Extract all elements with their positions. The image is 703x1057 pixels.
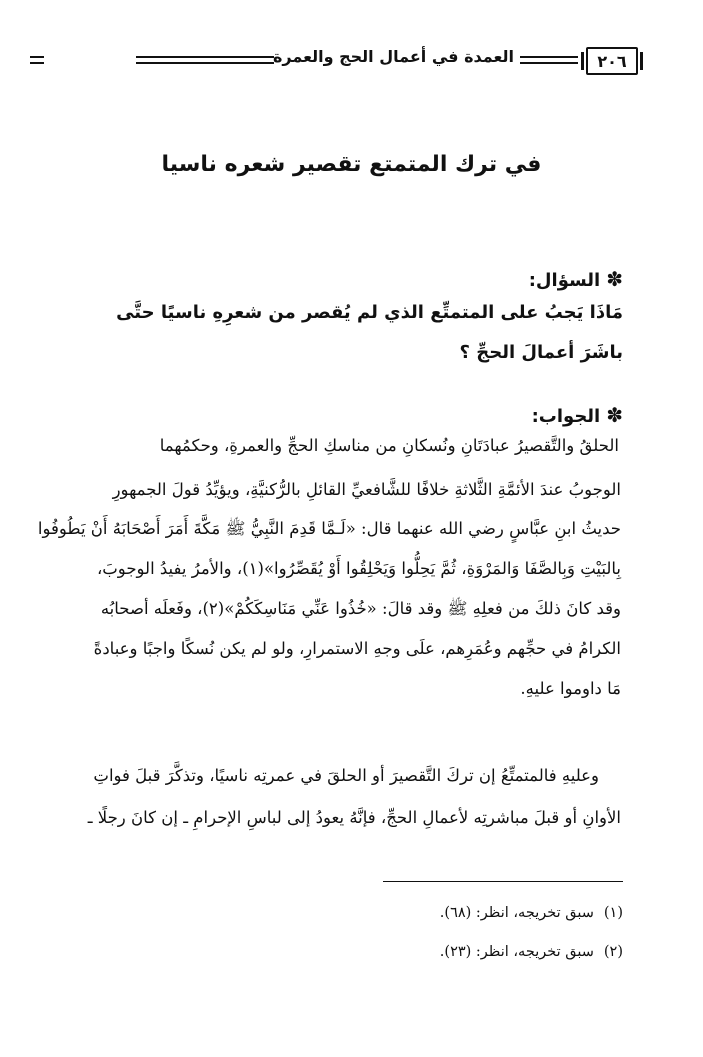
header-rule — [30, 56, 44, 64]
question-line: مَاذَا يَجبُ على المتمتِّع الذي لم يُقصر من شعرِهِ ناسيًا حتَّى — [116, 302, 623, 323]
star-icon: ✽ — [606, 403, 623, 427]
answer-line: مَا داوموا عليهِ. — [520, 679, 621, 698]
answer-line: الحلقُ والتَّقصيرُ عبادَتَانِ ونُسكانِ من مناسكِ الحجِّ والعمرةِ، وحكمُهما — [159, 436, 619, 455]
section-heading: في ترك المتمتع تقصير شعره ناسيا — [161, 152, 542, 177]
paragraph-line: الأوانِ أو قبلَ مباشرتِه لأعمالِ الحجِّ، فإنَّهُ يعودُ إلى لباسِ الإحرامِ ـ إن كانَ رجلًا ـ — [87, 808, 621, 827]
question-label-text: السؤال: — [528, 270, 601, 291]
footnote-text: سبق تخريجه، انظر: (٢٣). — [439, 944, 594, 960]
footnote-text: سبق تخريجه، انظر: (٦٨). — [439, 905, 594, 921]
footnote-number: (١) — [603, 905, 623, 921]
page-number: ٢٠٦ — [586, 47, 638, 75]
question-label — [529, 267, 623, 291]
header-rule — [136, 56, 274, 64]
answer-label — [532, 403, 623, 427]
footnote — [440, 944, 623, 960]
running-header — [34, 40, 638, 80]
footnote-number: (٢) — [603, 944, 623, 960]
answer-line: بِالبَيْتِ وَبِالصَّفَا وَالمَرْوَةِ، ثُمَّ يَحِلُّوا وَيَحْلِقُوا أَوْ يُقَصِّرُوا»(١)، والأمرُ يفيدُ الوجوبَ، — [96, 559, 621, 578]
answer-line: وقد كانَ ذلكَ من فعلِهِ ﷺ وقد قالَ: «خُذُوا عَنِّي مَنَاسِكَكُمْ»(٢)، وفَعلَه أصحابُه — [100, 599, 621, 618]
answer-line: الكرامُ في حجِّهم وعُمَرِهم، علَى وجهِ الاستمرارِ، ولو لم يكن نُسكًا واجبًا وعبادةً — [93, 639, 621, 658]
footnote — [440, 905, 623, 921]
answer-label-text: الجواب: — [531, 406, 601, 427]
book-title: العمدة في أعمال الحج والعمرة — [272, 47, 514, 66]
star-icon: ✽ — [606, 267, 623, 291]
paragraph-line: وعليهِ فالمتمتِّعُ إن تركَ التَّقصيرَ أو الحلقَ في عمرتِه ناسيًا، وتذكَّرَ قبلَ فواتِ — [93, 766, 599, 785]
answer-line: حديثُ ابنِ عبَّاسٍ رضي الله عنهما قال: «لَـمَّا قَدِمَ النَّبِيُّ ﷺ مَكَّةَ أَمَرَ أَصْحَابَهُ أَنْ يَطُوفُوا — [37, 519, 621, 538]
header-rule — [520, 56, 578, 64]
answer-line: الوجوبُ عندَ الأئمَّةِ الثَّلاثةِ خلافًا للشَّافعيِّ القائلِ بالرُّكنيَّةِ، ويؤيِّدُ قولَ الجمهورِ — [112, 480, 621, 499]
question-line: باشَرَ أعمالَ الحجِّ ؟ — [459, 342, 623, 363]
footnote-divider — [383, 881, 623, 882]
